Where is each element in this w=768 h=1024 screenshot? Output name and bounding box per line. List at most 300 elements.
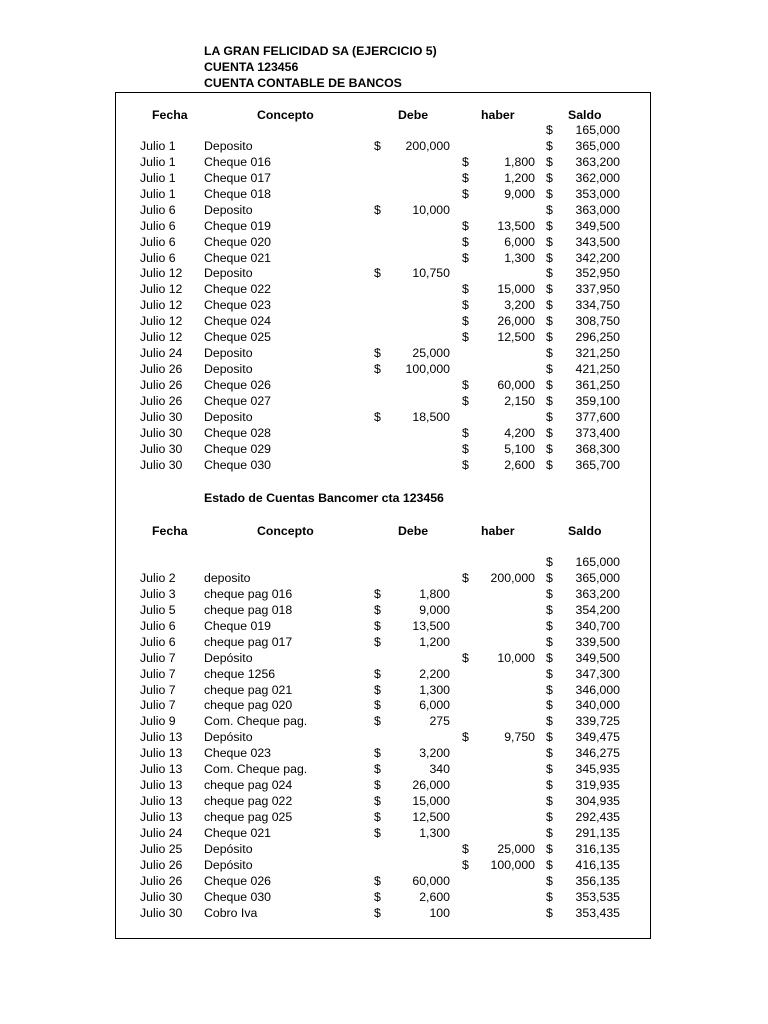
concepto-cell: Depósito bbox=[204, 841, 253, 856]
saldo-currency-sign: $ bbox=[546, 570, 553, 585]
haber-cell: 12,500 bbox=[497, 330, 535, 345]
fecha-cell: Julio 13 bbox=[140, 746, 183, 761]
haber-cell: 200,000 bbox=[490, 570, 535, 585]
table-row bbox=[0, 587, 768, 603]
saldo-currency-sign: $ bbox=[546, 602, 553, 617]
concepto-cell: Cheque 019 bbox=[204, 618, 272, 633]
concepto-cell: cheque pag 018 bbox=[204, 602, 293, 617]
fecha-cell: Julio 13 bbox=[140, 730, 183, 745]
col-haber-header: haber bbox=[481, 108, 515, 122]
concepto-cell: Cheque 023 bbox=[204, 298, 272, 313]
fecha-cell: Julio 30 bbox=[140, 441, 183, 456]
table-row bbox=[0, 858, 768, 874]
haber-cell: 13,500 bbox=[497, 218, 535, 233]
saldo-cell: 363,200 bbox=[575, 154, 620, 169]
saldo-currency-sign: $ bbox=[546, 234, 553, 249]
debe-currency-sign: $ bbox=[374, 362, 381, 377]
saldo-cell: 334,750 bbox=[575, 298, 620, 313]
saldo-currency-sign: $ bbox=[546, 378, 553, 392]
concepto-cell: Deposito bbox=[204, 362, 253, 377]
saldo-currency-sign: $ bbox=[546, 393, 553, 408]
table-row bbox=[0, 378, 768, 394]
saldo-cell: 339,500 bbox=[575, 634, 620, 649]
debe-cell: 10,750 bbox=[412, 266, 450, 281]
debe-cell: 100,000 bbox=[405, 362, 450, 377]
concepto-cell: Cheque 016 bbox=[204, 154, 272, 169]
debe-currency-sign: $ bbox=[374, 714, 381, 729]
table-row bbox=[0, 394, 768, 410]
haber-cell: 9,000 bbox=[504, 186, 535, 201]
saldo-currency-sign: $ bbox=[546, 298, 553, 313]
saldo-cell: 316,135 bbox=[575, 841, 620, 856]
debe-cell: 1,300 bbox=[419, 825, 450, 840]
table-row bbox=[0, 619, 768, 635]
debe-currency-sign: $ bbox=[374, 602, 381, 617]
saldo-currency-sign: $ bbox=[546, 794, 553, 809]
haber-currency-sign: $ bbox=[462, 218, 469, 233]
fecha-cell: Julio 5 bbox=[140, 602, 176, 617]
account-type: CUENTA CONTABLE DE BANCOS bbox=[204, 76, 402, 90]
saldo-cell: 319,935 bbox=[575, 778, 620, 793]
table-row bbox=[0, 826, 768, 842]
account-number: CUENTA 123456 bbox=[204, 60, 299, 74]
saldo-currency-sign: $ bbox=[546, 282, 553, 297]
saldo-cell: 342,200 bbox=[575, 250, 620, 265]
debe-cell: 3,200 bbox=[419, 746, 450, 761]
col-concepto-header: Concepto bbox=[257, 108, 314, 122]
bank-column-header bbox=[0, 524, 768, 540]
fecha-cell: Julio 12 bbox=[140, 314, 183, 329]
concepto-cell: Deposito bbox=[204, 138, 253, 153]
fecha-cell: Julio 30 bbox=[140, 889, 183, 904]
saldo-currency-sign: $ bbox=[546, 425, 553, 440]
fecha-cell: Julio 6 bbox=[140, 634, 176, 649]
haber-cell: 26,000 bbox=[497, 314, 535, 329]
table-row bbox=[0, 714, 768, 730]
document-header bbox=[204, 43, 437, 91]
fecha-cell: Julio 26 bbox=[140, 393, 183, 408]
concepto-cell: Depósito bbox=[204, 730, 253, 745]
haber-currency-sign: $ bbox=[462, 234, 469, 249]
saldo-cell: 292,435 bbox=[575, 810, 620, 824]
saldo-currency-sign: $ bbox=[546, 154, 553, 169]
fecha-cell: Julio 30 bbox=[140, 457, 183, 472]
concepto-cell: Cheque 025 bbox=[204, 330, 272, 345]
table-row bbox=[0, 906, 768, 922]
saldo-cell: 346,275 bbox=[575, 746, 620, 761]
haber-cell: 4,200 bbox=[504, 425, 535, 440]
haber-currency-sign: $ bbox=[462, 425, 469, 440]
bank-statement-table bbox=[0, 555, 768, 922]
table-row bbox=[0, 251, 768, 267]
saldo-cell: 365,000 bbox=[575, 570, 620, 585]
debe-cell: 275 bbox=[429, 714, 450, 729]
concepto-cell: Cheque 027 bbox=[204, 393, 272, 408]
saldo-currency-sign: $ bbox=[546, 873, 553, 888]
concepto-cell: cheque 1256 bbox=[204, 666, 276, 681]
table-row bbox=[0, 603, 768, 619]
fecha-cell: Julio 25 bbox=[140, 841, 183, 856]
table-row bbox=[0, 651, 768, 667]
debe-cell: 1,300 bbox=[419, 682, 450, 697]
table-row bbox=[0, 330, 768, 346]
saldo-currency-sign: $ bbox=[546, 825, 553, 840]
col-haber-header: haber bbox=[481, 524, 515, 538]
haber-currency-sign: $ bbox=[462, 378, 469, 392]
saldo-currency-sign: $ bbox=[546, 555, 553, 569]
fecha-cell: Julio 30 bbox=[140, 409, 183, 424]
debe-cell: 340 bbox=[429, 762, 450, 777]
saldo-currency-sign: $ bbox=[546, 857, 553, 872]
fecha-cell: Julio 6 bbox=[140, 202, 176, 217]
debe-currency-sign: $ bbox=[374, 825, 381, 840]
debe-currency-sign: $ bbox=[374, 202, 381, 217]
saldo-cell: 340,700 bbox=[575, 618, 620, 633]
table-row bbox=[0, 266, 768, 282]
table-row bbox=[0, 555, 768, 571]
haber-cell: 1,300 bbox=[504, 250, 535, 265]
saldo-currency-sign: $ bbox=[546, 618, 553, 633]
fecha-cell: Julio 2 bbox=[140, 570, 176, 585]
saldo-currency-sign: $ bbox=[546, 889, 553, 904]
table-row bbox=[0, 683, 768, 699]
saldo-currency-sign: $ bbox=[546, 138, 553, 153]
fecha-cell: Julio 26 bbox=[140, 378, 183, 392]
saldo-cell: 368,300 bbox=[575, 441, 620, 456]
concepto-cell: Cheque 018 bbox=[204, 186, 272, 201]
concepto-cell: Cobro Iva bbox=[204, 905, 258, 920]
haber-currency-sign: $ bbox=[462, 841, 469, 856]
fecha-cell: Julio 24 bbox=[140, 346, 183, 361]
table-row bbox=[0, 282, 768, 298]
concepto-cell: cheque pag 021 bbox=[204, 682, 293, 697]
saldo-currency-sign: $ bbox=[546, 666, 553, 681]
concepto-cell: Cheque 024 bbox=[204, 314, 272, 329]
fecha-cell: Julio 7 bbox=[140, 650, 176, 665]
table-row bbox=[0, 794, 768, 810]
debe-currency-sign: $ bbox=[374, 794, 381, 809]
concepto-cell: cheque pag 024 bbox=[204, 778, 293, 793]
fecha-cell: Julio 3 bbox=[140, 586, 176, 601]
concepto-cell: Deposito bbox=[204, 346, 253, 361]
saldo-cell: 377,600 bbox=[575, 409, 620, 424]
haber-cell: 2,600 bbox=[504, 457, 535, 472]
table-row bbox=[0, 346, 768, 362]
concepto-cell: Deposito bbox=[204, 266, 253, 281]
saldo-cell: 361,250 bbox=[575, 378, 620, 392]
table-row bbox=[0, 778, 768, 794]
concepto-cell: Cheque 026 bbox=[204, 378, 272, 392]
fecha-cell: Julio 12 bbox=[140, 330, 183, 345]
table-row bbox=[0, 746, 768, 762]
saldo-currency-sign: $ bbox=[546, 186, 553, 201]
debe-cell: 9,000 bbox=[419, 602, 450, 617]
table-row bbox=[0, 842, 768, 858]
debe-currency-sign: $ bbox=[374, 762, 381, 777]
haber-cell: 1,200 bbox=[504, 170, 535, 185]
concepto-cell: Cheque 028 bbox=[204, 425, 272, 440]
concepto-cell: Com. Cheque pag. bbox=[204, 762, 308, 777]
fecha-cell: Julio 13 bbox=[140, 762, 183, 777]
fecha-cell: Julio 6 bbox=[140, 234, 176, 249]
haber-currency-sign: $ bbox=[462, 393, 469, 408]
ledger-column-header bbox=[0, 108, 768, 124]
saldo-cell: 321,250 bbox=[575, 346, 620, 361]
company-title: LA GRAN FELICIDAD SA (EJERCICIO 5) bbox=[204, 44, 437, 58]
fecha-cell: Julio 30 bbox=[140, 905, 183, 920]
debe-currency-sign: $ bbox=[374, 889, 381, 904]
concepto-cell: Depósito bbox=[204, 857, 253, 872]
table-row bbox=[0, 458, 768, 474]
haber-cell: 3,200 bbox=[504, 298, 535, 313]
debe-cell: 6,000 bbox=[419, 698, 450, 713]
fecha-cell: Julio 26 bbox=[140, 873, 183, 888]
fecha-cell: Julio 7 bbox=[140, 666, 176, 681]
concepto-cell: Cheque 020 bbox=[204, 234, 272, 249]
saldo-currency-sign: $ bbox=[546, 650, 553, 665]
table-row bbox=[0, 635, 768, 651]
haber-currency-sign: $ bbox=[462, 441, 469, 456]
concepto-cell: deposito bbox=[204, 570, 251, 585]
saldo-currency-sign: $ bbox=[546, 123, 553, 137]
debe-currency-sign: $ bbox=[374, 618, 381, 633]
table-row bbox=[0, 762, 768, 778]
table-row bbox=[0, 810, 768, 826]
table-row bbox=[0, 874, 768, 890]
fecha-cell: Julio 26 bbox=[140, 857, 183, 872]
fecha-cell: Julio 13 bbox=[140, 794, 183, 809]
saldo-cell: 349,500 bbox=[575, 218, 620, 233]
debe-cell: 25,000 bbox=[412, 346, 450, 361]
debe-currency-sign: $ bbox=[374, 698, 381, 713]
table-row bbox=[0, 362, 768, 378]
table-row bbox=[0, 298, 768, 314]
haber-cell: 9,750 bbox=[504, 730, 535, 745]
concepto-cell: cheque pag 016 bbox=[204, 586, 293, 601]
debe-cell: 200,000 bbox=[405, 138, 450, 153]
saldo-currency-sign: $ bbox=[546, 714, 553, 729]
fecha-cell: Julio 13 bbox=[140, 778, 183, 793]
concepto-cell: Cheque 019 bbox=[204, 218, 272, 233]
saldo-cell: 353,435 bbox=[575, 905, 620, 920]
saldo-cell: 373,400 bbox=[575, 425, 620, 440]
table-row bbox=[0, 219, 768, 235]
haber-currency-sign: $ bbox=[462, 570, 469, 585]
concepto-cell: Cheque 030 bbox=[204, 457, 272, 472]
table-row bbox=[0, 667, 768, 683]
saldo-cell: 343,500 bbox=[575, 234, 620, 249]
concepto-cell: cheque pag 020 bbox=[204, 698, 293, 713]
saldo-currency-sign: $ bbox=[546, 409, 553, 424]
concepto-cell: Cheque 029 bbox=[204, 441, 272, 456]
haber-cell: 60,000 bbox=[497, 378, 535, 392]
table-row bbox=[0, 139, 768, 155]
haber-cell: 6,000 bbox=[504, 234, 535, 249]
haber-currency-sign: $ bbox=[462, 330, 469, 345]
haber-currency-sign: $ bbox=[462, 650, 469, 665]
haber-currency-sign: $ bbox=[462, 298, 469, 313]
fecha-cell: Julio 13 bbox=[140, 810, 183, 824]
table-row bbox=[0, 187, 768, 203]
saldo-cell: 291,135 bbox=[575, 825, 620, 840]
saldo-cell: 352,950 bbox=[575, 266, 620, 281]
saldo-cell: 349,475 bbox=[575, 730, 620, 745]
table-row bbox=[0, 730, 768, 746]
fecha-cell: Julio 7 bbox=[140, 682, 176, 697]
saldo-cell: 346,000 bbox=[575, 682, 620, 697]
saldo-cell: 339,725 bbox=[575, 714, 620, 729]
debe-currency-sign: $ bbox=[374, 266, 381, 281]
saldo-currency-sign: $ bbox=[546, 457, 553, 472]
debe-currency-sign: $ bbox=[374, 746, 381, 761]
saldo-cell: 416,135 bbox=[575, 857, 620, 872]
haber-cell: 100,000 bbox=[490, 857, 535, 872]
debe-cell: 1,800 bbox=[419, 586, 450, 601]
saldo-cell: 340,000 bbox=[575, 698, 620, 713]
concepto-cell: Cheque 030 bbox=[204, 889, 272, 904]
saldo-currency-sign: $ bbox=[546, 698, 553, 713]
fecha-cell: Julio 26 bbox=[140, 362, 183, 377]
fecha-cell: Julio 30 bbox=[140, 425, 183, 440]
haber-cell: 25,000 bbox=[497, 841, 535, 856]
table-row bbox=[0, 698, 768, 714]
saldo-cell: 421,250 bbox=[575, 362, 620, 377]
debe-currency-sign: $ bbox=[374, 138, 381, 153]
table-row bbox=[0, 123, 768, 139]
debe-cell: 15,000 bbox=[412, 794, 450, 809]
table-row bbox=[0, 410, 768, 426]
table-row bbox=[0, 235, 768, 251]
haber-currency-sign: $ bbox=[462, 282, 469, 297]
saldo-cell: 337,950 bbox=[575, 282, 620, 297]
saldo-currency-sign: $ bbox=[546, 250, 553, 265]
fecha-cell: Julio 1 bbox=[140, 138, 176, 153]
haber-currency-sign: $ bbox=[462, 730, 469, 745]
debe-currency-sign: $ bbox=[374, 409, 381, 424]
saldo-currency-sign: $ bbox=[546, 202, 553, 217]
haber-currency-sign: $ bbox=[462, 314, 469, 329]
haber-cell: 1,800 bbox=[504, 154, 535, 169]
debe-cell: 2,600 bbox=[419, 889, 450, 904]
debe-cell: 12,500 bbox=[412, 810, 450, 824]
bank-statement-title: Estado de Cuentas Bancomer cta 123456 bbox=[204, 491, 444, 505]
concepto-cell: Cheque 022 bbox=[204, 282, 272, 297]
debe-cell: 18,500 bbox=[412, 409, 450, 424]
debe-currency-sign: $ bbox=[374, 682, 381, 697]
saldo-cell: 363,000 bbox=[575, 202, 620, 217]
col-concepto-header: Concepto bbox=[257, 524, 314, 538]
saldo-currency-sign: $ bbox=[546, 586, 553, 601]
debe-currency-sign: $ bbox=[374, 873, 381, 888]
saldo-currency-sign: $ bbox=[546, 266, 553, 281]
debe-cell: 100 bbox=[429, 905, 450, 920]
haber-currency-sign: $ bbox=[462, 186, 469, 201]
concepto-cell: Cheque 026 bbox=[204, 873, 272, 888]
fecha-cell: Julio 6 bbox=[140, 218, 176, 233]
col-fecha-header: Fecha bbox=[152, 108, 188, 122]
table-row bbox=[0, 171, 768, 187]
fecha-cell: Julio 1 bbox=[140, 186, 176, 201]
concepto-cell: Com. Cheque pag. bbox=[204, 714, 308, 729]
concepto-cell: Cheque 021 bbox=[204, 250, 272, 265]
haber-currency-sign: $ bbox=[462, 170, 469, 185]
concepto-cell: Cheque 017 bbox=[204, 170, 272, 185]
concepto-cell: Cheque 023 bbox=[204, 746, 272, 761]
concepto-cell: Cheque 021 bbox=[204, 825, 272, 840]
saldo-cell: 308,750 bbox=[575, 314, 620, 329]
saldo-currency-sign: $ bbox=[546, 730, 553, 745]
concepto-cell: cheque pag 022 bbox=[204, 794, 293, 809]
haber-currency-sign: $ bbox=[462, 457, 469, 472]
saldo-cell: 165,000 bbox=[575, 555, 620, 569]
haber-currency-sign: $ bbox=[462, 857, 469, 872]
haber-currency-sign: $ bbox=[462, 154, 469, 169]
debe-currency-sign: $ bbox=[374, 666, 381, 681]
haber-cell: 15,000 bbox=[497, 282, 535, 297]
debe-currency-sign: $ bbox=[374, 810, 381, 824]
saldo-cell: 356,135 bbox=[575, 873, 620, 888]
concepto-cell: Depósito bbox=[204, 650, 253, 665]
debe-currency-sign: $ bbox=[374, 346, 381, 361]
saldo-currency-sign: $ bbox=[546, 170, 553, 185]
saldo-cell: 349,500 bbox=[575, 650, 620, 665]
col-debe-header: Debe bbox=[398, 524, 429, 538]
fecha-cell: Julio 12 bbox=[140, 298, 183, 313]
table-row bbox=[0, 314, 768, 330]
saldo-cell: 347,300 bbox=[575, 666, 620, 681]
debe-currency-sign: $ bbox=[374, 586, 381, 601]
saldo-currency-sign: $ bbox=[546, 330, 553, 345]
col-debe-header: Debe bbox=[398, 108, 429, 122]
saldo-cell: 296,250 bbox=[575, 330, 620, 345]
table-row bbox=[0, 890, 768, 906]
saldo-currency-sign: $ bbox=[546, 778, 553, 793]
saldo-currency-sign: $ bbox=[546, 218, 553, 233]
concepto-cell: cheque pag 017 bbox=[204, 634, 293, 649]
saldo-currency-sign: $ bbox=[546, 841, 553, 856]
saldo-cell: 365,000 bbox=[575, 138, 620, 153]
fecha-cell: Julio 1 bbox=[140, 170, 176, 185]
debe-currency-sign: $ bbox=[374, 634, 381, 649]
haber-currency-sign: $ bbox=[462, 250, 469, 265]
debe-cell: 26,000 bbox=[412, 778, 450, 793]
fecha-cell: Julio 12 bbox=[140, 266, 183, 281]
haber-cell: 5,100 bbox=[504, 441, 535, 456]
saldo-currency-sign: $ bbox=[546, 441, 553, 456]
saldo-currency-sign: $ bbox=[546, 634, 553, 649]
saldo-currency-sign: $ bbox=[546, 746, 553, 761]
saldo-cell: 354,200 bbox=[575, 602, 620, 617]
saldo-cell: 362,000 bbox=[575, 170, 620, 185]
saldo-cell: 365,700 bbox=[575, 457, 620, 472]
concepto-cell: cheque pag 025 bbox=[204, 810, 293, 824]
saldo-currency-sign: $ bbox=[546, 346, 553, 361]
concepto-cell: Deposito bbox=[204, 409, 253, 424]
table-row bbox=[0, 155, 768, 171]
saldo-cell: 304,935 bbox=[575, 794, 620, 809]
debe-currency-sign: $ bbox=[374, 905, 381, 920]
table-row bbox=[0, 203, 768, 219]
saldo-cell: 353,000 bbox=[575, 186, 620, 201]
fecha-cell: Julio 12 bbox=[140, 282, 183, 297]
col-saldo-header: Saldo bbox=[568, 524, 602, 538]
haber-cell: 10,000 bbox=[497, 650, 535, 665]
saldo-currency-sign: $ bbox=[546, 362, 553, 377]
ledger-table bbox=[0, 123, 768, 474]
debe-cell: 1,200 bbox=[419, 634, 450, 649]
fecha-cell: Julio 24 bbox=[140, 825, 183, 840]
debe-cell: 10,000 bbox=[412, 202, 450, 217]
